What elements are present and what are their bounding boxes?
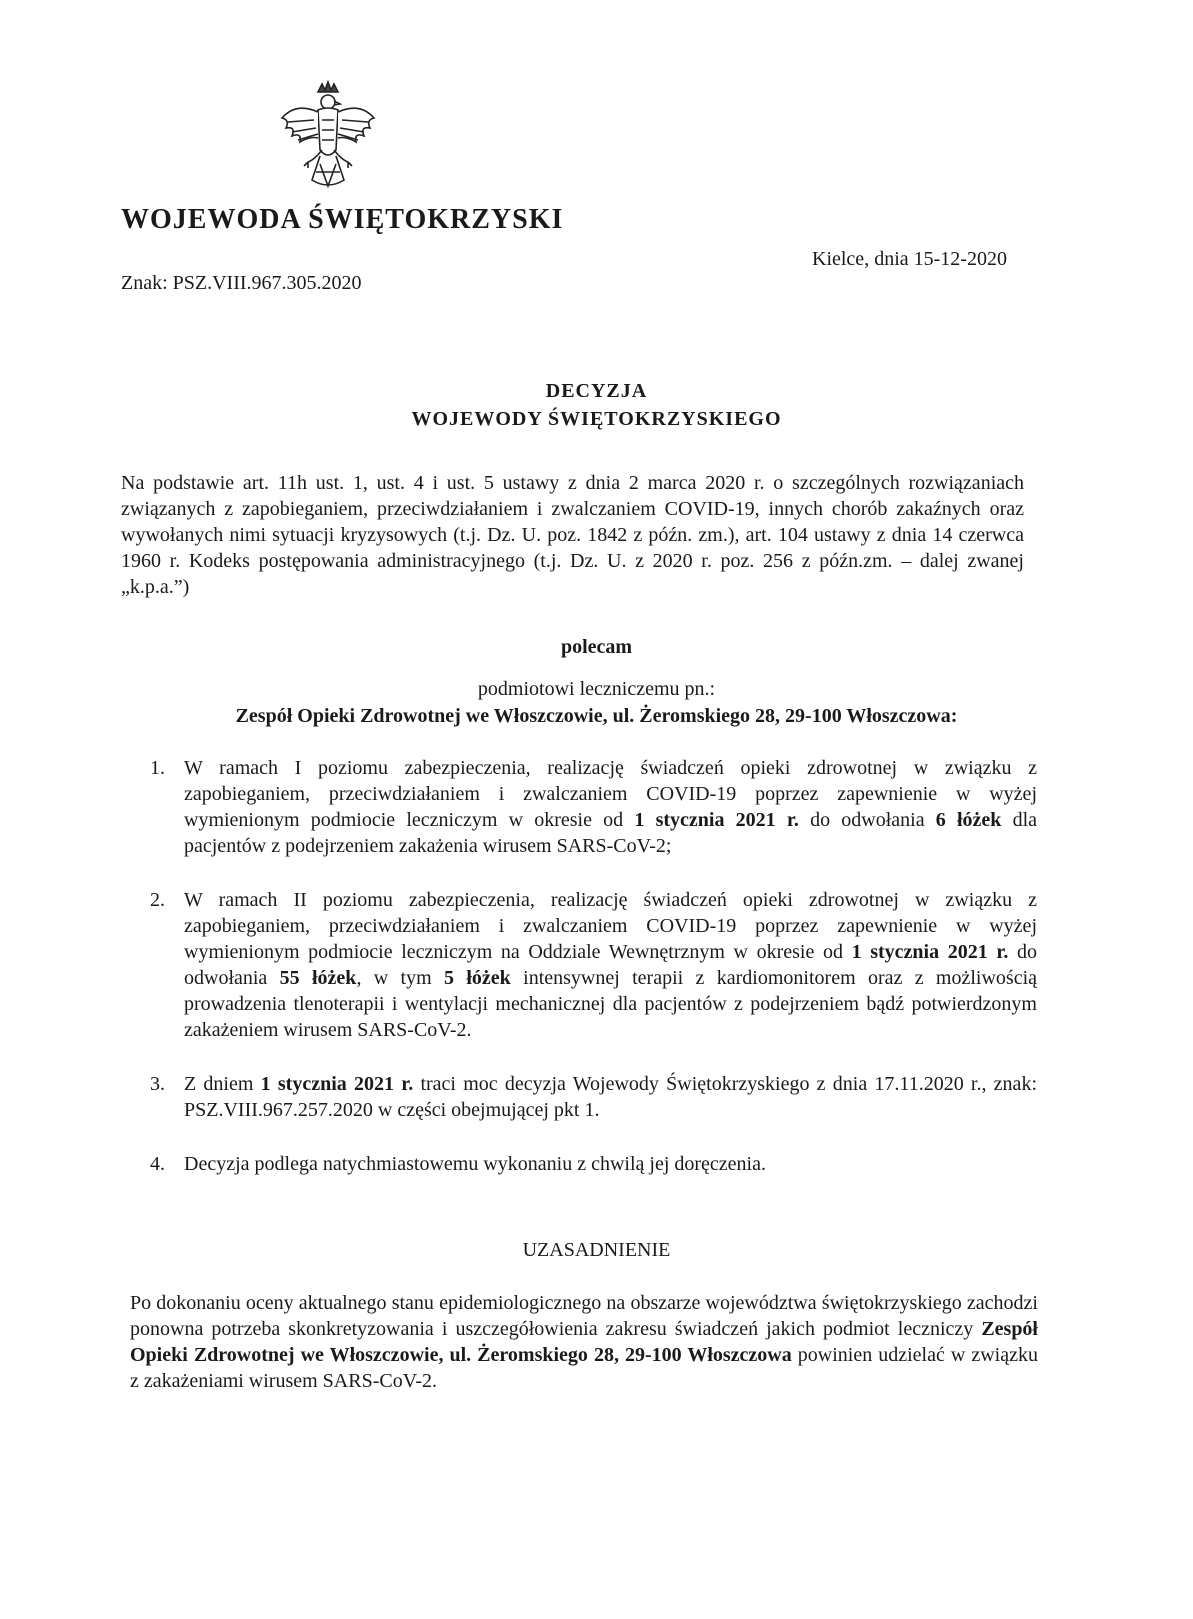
issuing-office: WOJEWODA ŚWIĘTOKRZYSKI (121, 204, 564, 235)
list-item (150, 1071, 1037, 1123)
list-item (150, 1151, 1037, 1177)
item-number: 1. (150, 757, 165, 779)
item-text: W ramach I poziomu zabezpieczenia, realizację świadczeń opieki zdrowotnej w związku z zapobieganiem, przeciwdziałaniem i zwalczaniem COVID-19 poprzez zapewnienie w wyżej wymienionym podmiocie leczniczym w okresie od 1 stycznia 2021 r. do odwołania 6 łóżek dla pacjentów z podejrzeniem zakażenia wirusem SARS-CoV-2; (184, 757, 1038, 857)
item-number: 2. (150, 889, 165, 911)
reference-number: Znak: PSZ.VIII.967.305.2020 (121, 272, 362, 294)
entity-prefix: podmiotowi leczniczemu pn.: (477, 678, 716, 700)
item-number: 4. (150, 1153, 165, 1175)
item-number: 3. (150, 1073, 165, 1095)
justification-heading: UZASADNIENIE (522, 1239, 671, 1261)
order-word: polecam (560, 636, 633, 658)
list-item (150, 755, 1037, 859)
justification-paragraph: Po dokonaniu oceny aktualnego stanu epidemiologicznego na obszarze województwa świętokrzyskiego zachodzi ponowna potrzeba skonkretyzowania i uszczegółowienia zakresu świadczeń jakich podmiot leczniczy Zespół Opieki Zdrowotnej we Włoszczowie, ul. Żeromskiego 28, 29-100 Włoszczowa powinien udzielać w związku z zakażeniami wirusem SARS-CoV-2. (130, 1292, 1038, 1392)
item-text: W ramach II poziomu zabezpieczenia, realizację świadczeń opieki zdrowotnej w związku z zapobieganiem, przeciwdziałaniem i zwalczaniem COVID-19 poprzez zapewnienie w wyżej wymienionym podmiocie leczniczym na Oddziale Wewnętrznym w okresie od 1 stycznia 2021 r. do odwołania 55 łóżek, w tym 5 łóżek intensywnej terapii z kardiomonitorem oraz z możliwością prowadzenia tlenoterapii i wentylacji mechanicznej dla pacjentów z podejrzeniem bądź potwierdzonym zakażeniem wirusem SARS-CoV-2. (184, 889, 1038, 1041)
item-text: Decyzja podlega natychmiastowemu wykonaniu z chwilą jej doręczenia. (184, 1153, 766, 1175)
legal-basis-paragraph: Na podstawie art. 11h ust. 1, ust. 4 i ust. 5 ustawy z dnia 2 marca 2020 r. o szczególnych rozwiązaniach związanych z zapobieganiem, przeciwdziałaniem i zwalczaniem COVID-19, innych chorób zakaźnych oraz wywołanych nimi sytuacji kryzysowych (t.j. Dz. U. poz. 1842 z późn. zm.), art. 104 ustawy z dnia 14 czerwca 1960 r. Kodeks postępowania administracyjnego (t.j. Dz. U. z 2020 r. poz. 256 z późn.zm. – dalej zwanej „k.p.a.”) (121, 472, 1024, 598)
place-and-date: Kielce, dnia 15-12-2020 (812, 248, 1007, 270)
decision-points-list (150, 755, 1037, 1205)
list-item (150, 887, 1037, 1043)
entity-name: Zespół Opieki Zdrowotnej we Włoszczowie, ul. Żeromskiego 28, 29-100 Włoszczowa: (235, 705, 958, 727)
document-title: DECYZJA (545, 380, 648, 402)
document-subtitle: WOJEWODY ŚWIĘTOKRZYSKIEGO (411, 408, 782, 430)
item-text: Z dniem 1 stycznia 2021 r. traci moc decyzja Wojewody Świętokrzyskiego z dnia 17.11.2020 r., znak: PSZ.VIII.967.257.2020 w części obejmującej pkt 1. (184, 1073, 1037, 1121)
polish-eagle-emblem-icon (268, 80, 388, 200)
